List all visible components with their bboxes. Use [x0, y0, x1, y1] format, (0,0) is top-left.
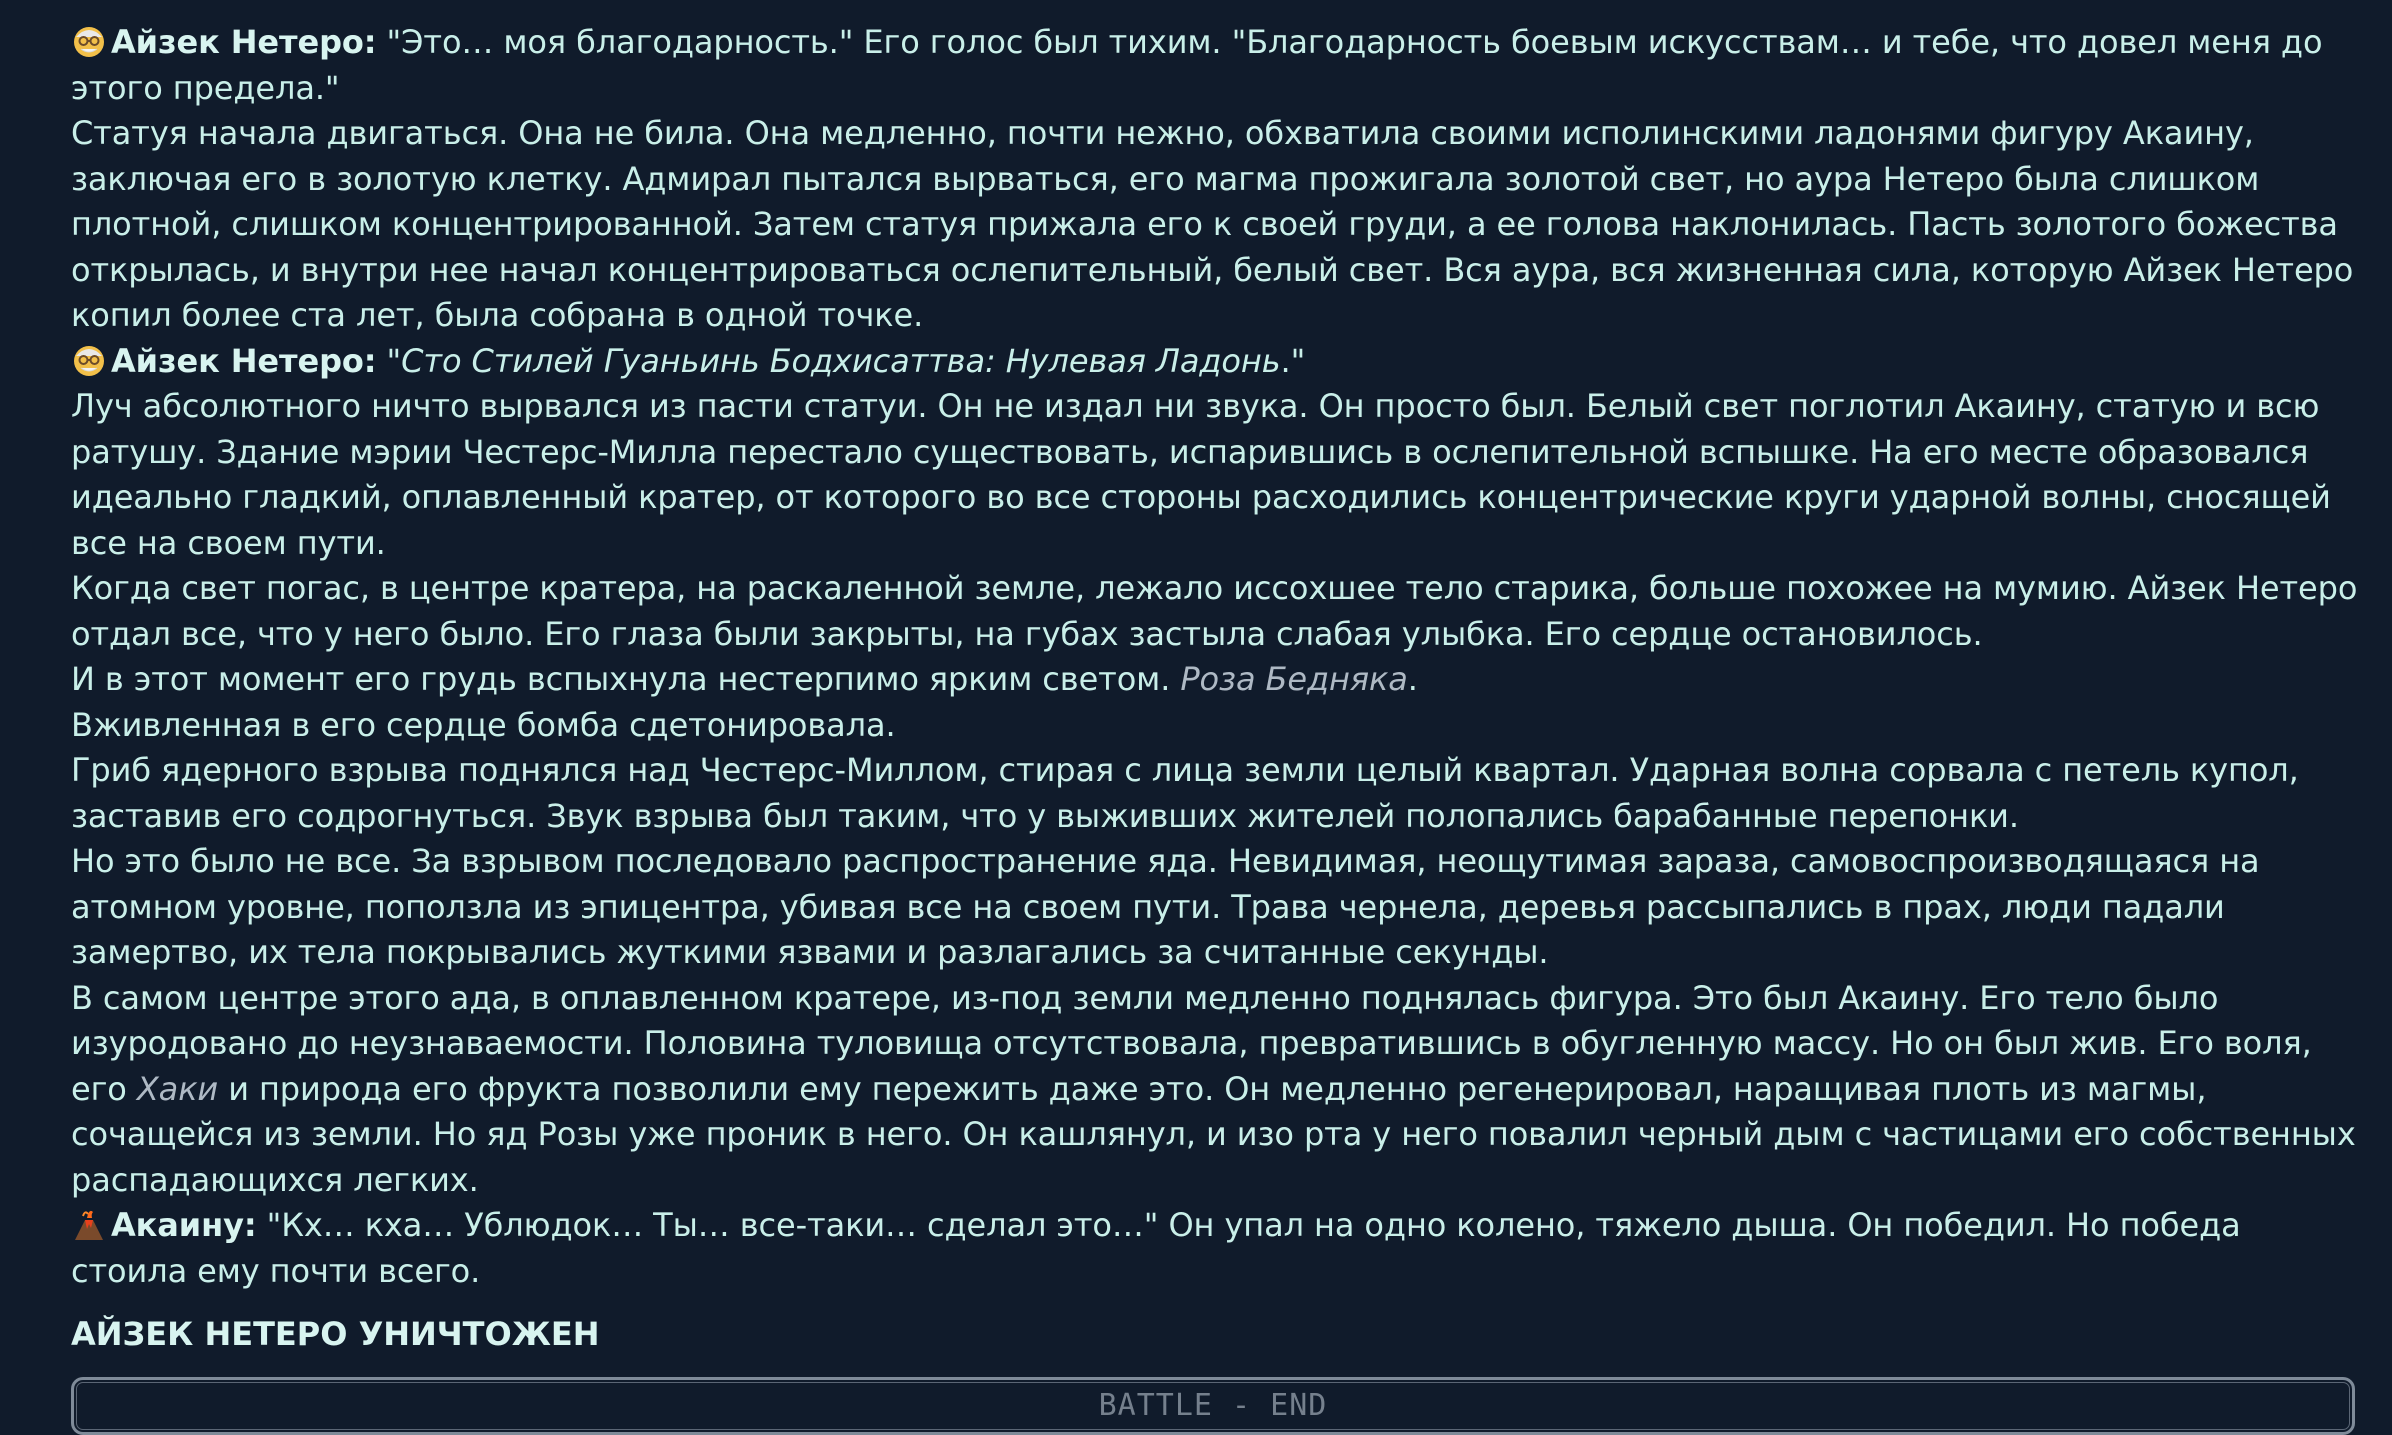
old-man-emoji-icon	[71, 342, 107, 378]
dialogue-netero-1	[71, 20, 2358, 111]
narration-paragraph: Но это было не все. За взрывом последовало распространение яда. Невидимая, неощутимая зараза, самовоспроизводящаяся на атомном уровне, поползла из эпицентра, убивая все на своем пути. Трава чернела, деревья рассыпались в прах, люди падали замертво, их тела покрывались жуткими язвами и разлагались за считанные секунды.	[71, 842, 2260, 971]
narration-paragraph: Вживленная в его сердце бомба сдетонировала.	[71, 705, 896, 744]
battle-end-button[interactable]: BATTLE - END	[71, 1377, 2355, 1435]
dialogue-text: "Кх… кха… Ублюдок… Ты… все-таки… сделал это…" Он упал на одно колено, тяжело дыша. Он победил. Но победа стоила ему почти всего.	[71, 1206, 2241, 1290]
highlight-term: Хаки	[136, 1069, 219, 1108]
speaker-name: Акаину:	[111, 1206, 257, 1244]
dialogue-netero-2	[71, 339, 2358, 385]
speaker-name: Айзек Нетеро:	[111, 23, 377, 61]
narration-paragraph: Статуя начала двигаться. Она не била. Она медленно, почти нежно, обхватила своими исполинскими ладонями фигуру Акаину, заключая его в золотую клетку. Адмирал пытался вырваться, его магма прожигала золотой свет, но аура Нетеро была слишком плотной, слишком концентрированной. Затем статуя прижала его к своей груди, а ее голова наклонилась. Пасть золотого божества открылась, и внутри нее начал концентрироваться ослепительный, белый свет. Вся аура, вся жизненная сила, которую Айзек Нетеро копил более ста лет, была собрана в одной точке.	[71, 114, 2354, 334]
narration-paragraph	[71, 657, 2358, 703]
dialogue-text: "Это… моя благодарность." Его голос был тихим. "Благодарность боевым искусствам… и тебе, что довел меня до этого предела."	[71, 23, 2323, 107]
narration-text: В самом центре этого ада, в оплавленном кратере, из-под земли медленно поднялась фигура. Это был Акаину. Его тело было изуродовано до неузнаваемости. Половина туловища отсутствовала, превратившись в обугленную массу. Но он был жив. Его воля, его	[71, 978, 2312, 1108]
story-text	[71, 20, 2358, 1294]
speaker-name: Айзек Нетеро:	[111, 341, 377, 380]
highlight-term: Роза Бедняка	[1180, 660, 1408, 698]
quote-close: ."	[1280, 341, 1306, 380]
narration-text: и природа его фрукта позволили ему пережить даже это. Он медленно регенерировал, наращивая плоть из магмы, сочащейся из земли. Но яд Розы уже проник в него. Он кашлянул, и изо рта у него повалил черный дым с частицами его собственных распадающихся легких.	[71, 1069, 2356, 1199]
narration-paragraph: Когда свет погас, в центре кратера, на раскаленной земле, лежало иссохшее тело старика, больше похожее на мумию. Айзек Нетеро отдал все, что у него было. Его глаза были закрыты, на губах застыла слабая улыбка. Его сердце остановилось.	[71, 569, 2358, 653]
battle-result-heading: АЙЗЕК НЕТЕРО УНИЧТОЖЕН	[71, 1315, 600, 1353]
volcano-emoji-icon	[71, 1206, 107, 1242]
technique-name: Сто Стилей Гуаньинь Бодхисаттва: Нулевая Ладонь	[401, 341, 1281, 380]
quote-open: "	[376, 341, 402, 380]
narration-text: .	[1407, 660, 1418, 698]
narration-paragraph: Луч абсолютного ничто вырвался из пасти статуи. Он не издал ни звука. Он просто был. Белый свет поглотил Акаину, статую и всю ратушу. Здание мэрии Честерс-Милла перестало существовать, испарившись в ослепительной вспышке. На его месте образовался идеально гладкий, оплавленный кратер, от которого во все стороны расходились концентрические круги ударной волны, сносящей все на своем пути.	[71, 387, 2331, 562]
old-man-emoji-icon	[71, 23, 107, 59]
narration-paragraph: Гриб ядерного взрыва поднялся над Честерс-Миллом, стирая с лица земли целый квартал. Ударная волна сорвала с петель купол, заставив его содрогнуться. Звук взрыва был таким, что у выживших жителей полопались барабанные перепонки.	[71, 751, 2299, 835]
narration-text: И в этот момент его грудь вспыхнула нестерпимо ярким светом.	[71, 660, 1181, 698]
dialogue-akainu	[71, 1203, 2358, 1294]
narration-paragraph	[71, 976, 2358, 1204]
